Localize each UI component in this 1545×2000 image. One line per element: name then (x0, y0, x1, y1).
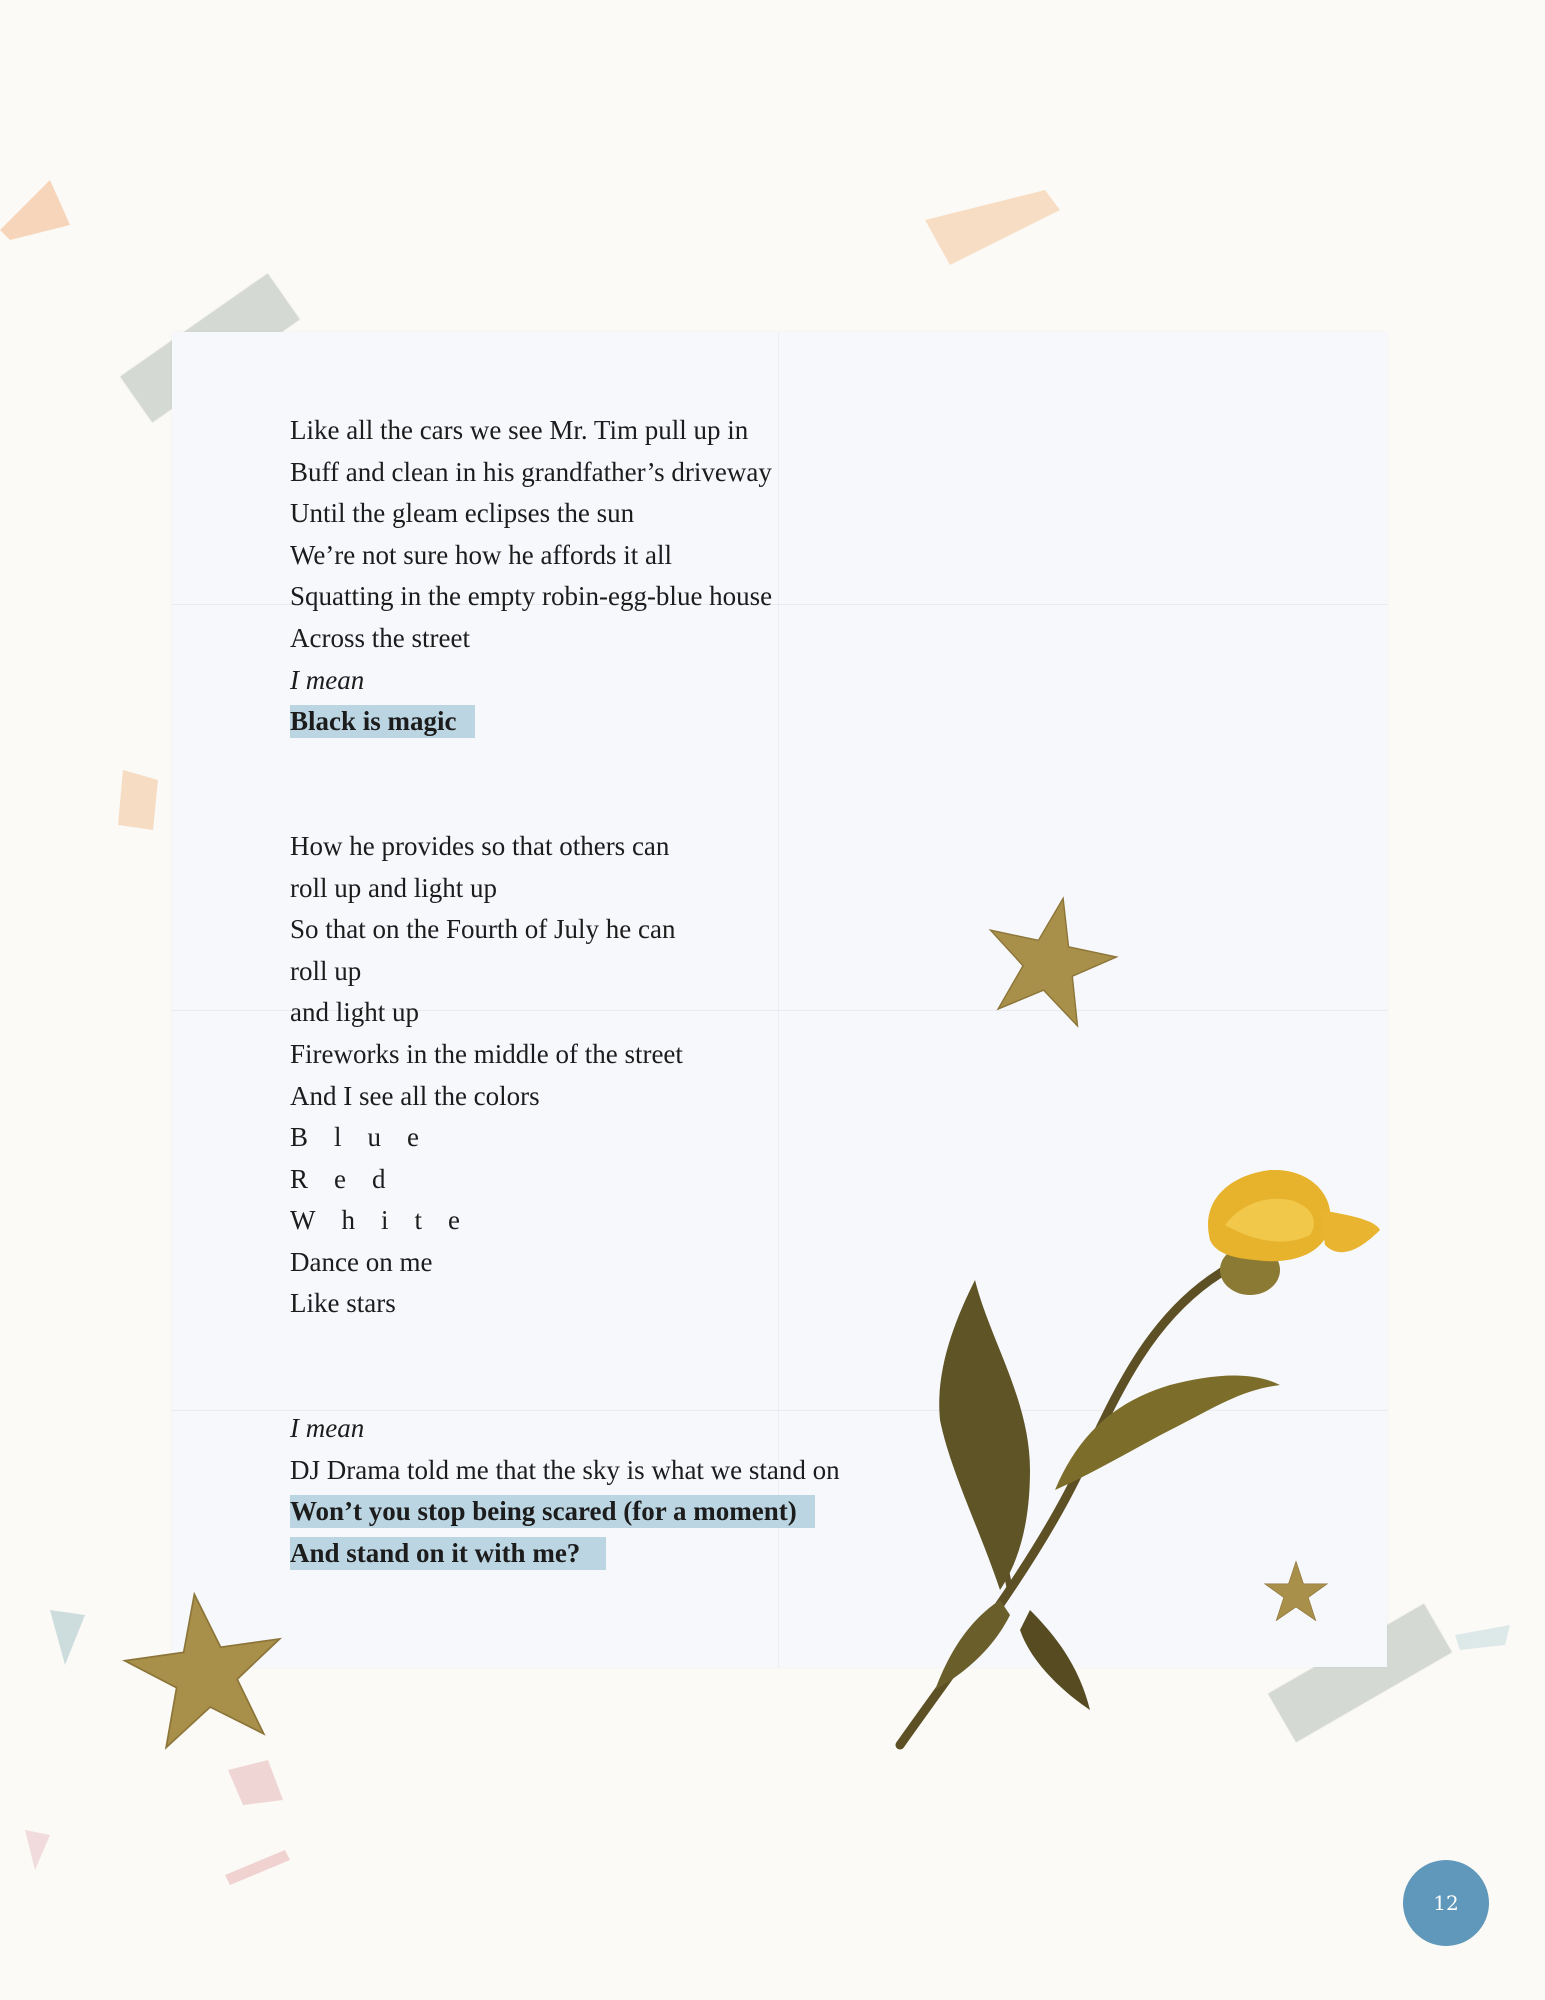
confetti-scrap (0, 180, 80, 240)
confetti-scrap (25, 1830, 55, 1875)
poem-line: Squatting in the empty robin-egg-blue house (290, 581, 773, 612)
confetti-scrap (1455, 1625, 1515, 1655)
poem-line: So that on the Fourth of July he can (290, 914, 676, 945)
highlighted-line: Black is magic (290, 705, 475, 738)
confetti-scrap (118, 770, 168, 840)
highlighted-line: Won’t you stop being scared (for a moment) (290, 1495, 815, 1528)
poem-line: Like all the cars we see Mr. Tim pull up in (290, 415, 749, 445)
confetti-scrap (228, 1760, 288, 1810)
poem-line: Across the street (290, 622, 470, 653)
poem-line: How he provides so that others can (290, 830, 670, 861)
confetti-scrap (50, 1610, 90, 1670)
highlighted-line: And stand on it with me? (290, 1537, 606, 1570)
confetti-scrap (925, 190, 1065, 270)
poem-line-italic: I mean (290, 1413, 365, 1444)
poem-line: Buff and clean in his grandfather’s driveway (290, 456, 772, 487)
poem-line: and light up (290, 997, 419, 1028)
poem-line: And I see all the colors (290, 1080, 540, 1111)
poem-line: Like stars (290, 1288, 396, 1319)
poem-line-spaced: Blue (290, 1122, 445, 1153)
poem-line-spaced: Red (290, 1163, 412, 1194)
page-number: 12 (1433, 1891, 1459, 1915)
poem-line-spaced: White (290, 1205, 486, 1236)
poem-line: roll up and light up (290, 872, 497, 903)
poem-line: We’re not sure how he affords it all (290, 539, 672, 570)
poem-line: Until the gleam eclipses the sun (290, 498, 635, 529)
poem-line: Fireworks in the middle of the street (290, 1038, 683, 1069)
confetti-scrap (225, 1850, 295, 1885)
gold-star-sticker (975, 890, 1125, 1030)
gold-star-sticker (120, 1585, 290, 1755)
poem-line-italic: I mean (290, 664, 365, 695)
poem-line: DJ Drama told me that the sky is what we stand on (290, 1454, 840, 1485)
page-number-badge (1403, 1860, 1489, 1946)
poem-line: roll up (290, 955, 362, 986)
poem-line: Dance on me (290, 1246, 433, 1277)
pressed-flower (880, 1170, 1400, 1750)
